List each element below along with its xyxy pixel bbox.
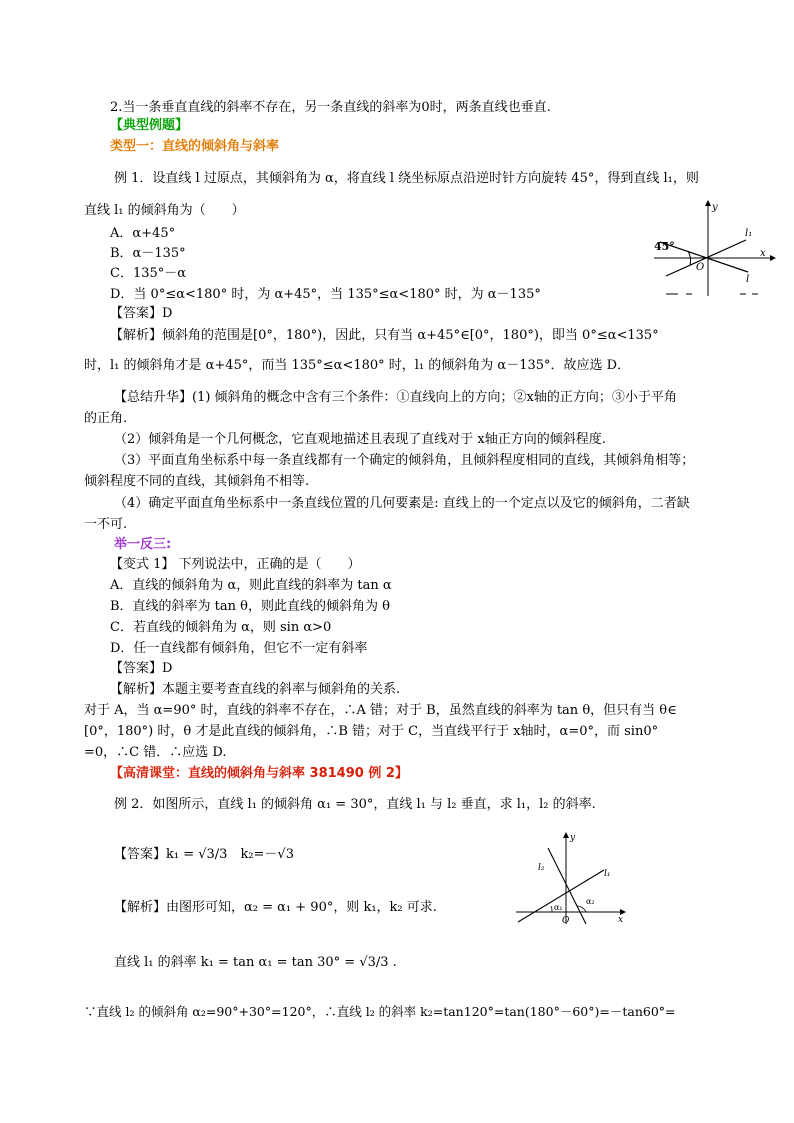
variant-analysis-b: [0°，180°) 时，θ 才是此直线的倾斜角，∴B 错；对于 C，当直线平行于 x轴时，α=0°，而 sin0° [84,724,659,739]
example-2-question: 例 2．如图所示，直线 l₁ 的倾斜角 α₁ = 30°，直线 l₁ 与 l₂ 垂直，求 l₁，l₂ 的斜率. [114,797,596,812]
variant-analysis-a: 对于 A，当 α=90° 时，直线的斜率不存在，∴A 错；对于 B，虽然直线的斜率为 tan θ，但只有当 θ∈ [84,703,677,718]
option-b: B．α－135° [110,246,186,261]
origin-label: O [562,916,570,926]
variant-option-b: B．直线的斜率为 tan θ，则此直线的倾斜角为 θ [110,599,390,614]
summary-3: （3）平面直角坐标系中每一条直线都有一个确定的倾斜角，且倾斜程度相同的直线，其倾斜角相等； [114,453,695,468]
variant-option-a: A．直线的倾斜角为 α，则此直线的斜率为 tan α [110,578,392,593]
practice-heading: 举一反三: [114,537,172,552]
variant-option-c: C．若直线的倾斜角为 α，则 sin α>0 [110,620,332,635]
text-line: 2.当一条垂直直线的斜率不存在，另一条直线的斜率为0时，两条直线也垂直. [110,100,551,115]
summary-1: 【总结升华】(1) 倾斜角的概念中含有三个条件：①直线向上的方向；②x轴的正方向；③小于平角 [114,390,677,405]
y-label: y [570,833,576,843]
analysis-1-cont: 时，l₁ 的倾斜角才是 α+45°，而当 135°≤α<180° 时，l₁ 的倾斜角为 α－135°．故应选 D． [84,358,631,373]
example-1-question-cont: 直线 l₁ 的倾斜角为（ ） [84,203,245,218]
y-axis-arrow-icon [705,200,711,206]
l2-label: l₂ [538,863,545,873]
summary-3-cont: 倾斜程度不同的直线，其倾斜角不相等. [84,474,310,489]
x-axis-arrow-icon [770,255,776,261]
variant-analysis: 【解析】本题主要考查直线的斜率与倾斜角的关系. [110,682,401,697]
summary-2: （2）倾斜角是一个几何概念，它直观地描述且表现了直线对于 x轴正方向的倾斜程度. [114,432,606,447]
type-heading: 类型一：直线的倾斜角与斜率 [110,139,280,154]
l1-label: l₁ [745,228,753,239]
analysis-2-step1: 直线 l₁ 的斜率 k₁ = tan α₁ = tan 30° = √3/3 . [114,955,397,970]
summary-4: （4）确定平面直角坐标系中一条直线位置的几何要素是: 直线上的一个定点以及它的倾斜角，二者缺 [114,496,690,511]
summary-1-cont: 的正角. [84,411,128,426]
x-label: x [618,915,624,925]
example-1-question: 例 1．设直线 l 过原点，其倾斜角为 α，将直线 l 绕坐标原点沿逆时针方向旋转 45°，得到直线 l₁，则 [114,171,699,186]
option-a: A．α+45° [110,226,176,241]
angle-label: 45° [654,240,675,253]
l-label: l [746,274,750,285]
x-label: x [760,248,766,259]
alpha1-arc [551,906,552,912]
variant-answer: 【答案】D [110,661,173,676]
variant-option-d: D．任一直线都有倾斜角，但它不一定有斜率 [110,641,368,656]
option-d: D．当 0°≤α<180° 时，为 α+45°，当 135°≤α<180° 时，为 α－135° [110,287,541,302]
answer-1: 【答案】D [110,306,173,321]
section-heading: 【典型例题】 [110,118,189,133]
analysis-1: 【解析】倾斜角的范围是[0°，180°)，因此，只有当 α+45°∈[0°，180°)，即当 0°≤α<135° [110,328,659,343]
option-c: C．135°－α [110,266,187,281]
y-axis-arrow-icon [563,832,569,838]
analysis-2-step2: ∵直线 l₂ 的倾斜角 α₂=90°+30°=120°，∴直线 l₂ 的斜率 k₂=tan120°=tan(180°－60°)=－tan60°= [84,1004,676,1019]
y-label: y [712,202,718,213]
answer-2: 【答案】k₁ = √3/3 k₂=－√3 [114,847,294,862]
line-l2 [548,848,586,924]
origin-label: O [696,262,705,273]
alpha1-label: α₁ [554,903,563,912]
l1-label: l₁ [604,869,611,879]
variant-1-question: 【变式 1】 下列说法中，正确的是（ ） [110,557,361,572]
summary-4-cont: 一不可. [84,517,128,532]
hd-class-heading: 【高清课堂：直线的倾斜角与斜率 381490 例 2】 [110,766,408,781]
figure-1-rotation-diagram [652,198,777,300]
line-l1 [518,870,604,922]
variant-analysis-c: =0，∴C 错．∴应选 D. [84,745,227,760]
analysis-2: 【解析】由图形可知，α₂ = α₁ + 90°，则 k₁，k₂ 可求. [114,900,437,915]
figure-2-perpendicular-lines [512,830,632,926]
alpha2-label: α₂ [586,897,595,906]
